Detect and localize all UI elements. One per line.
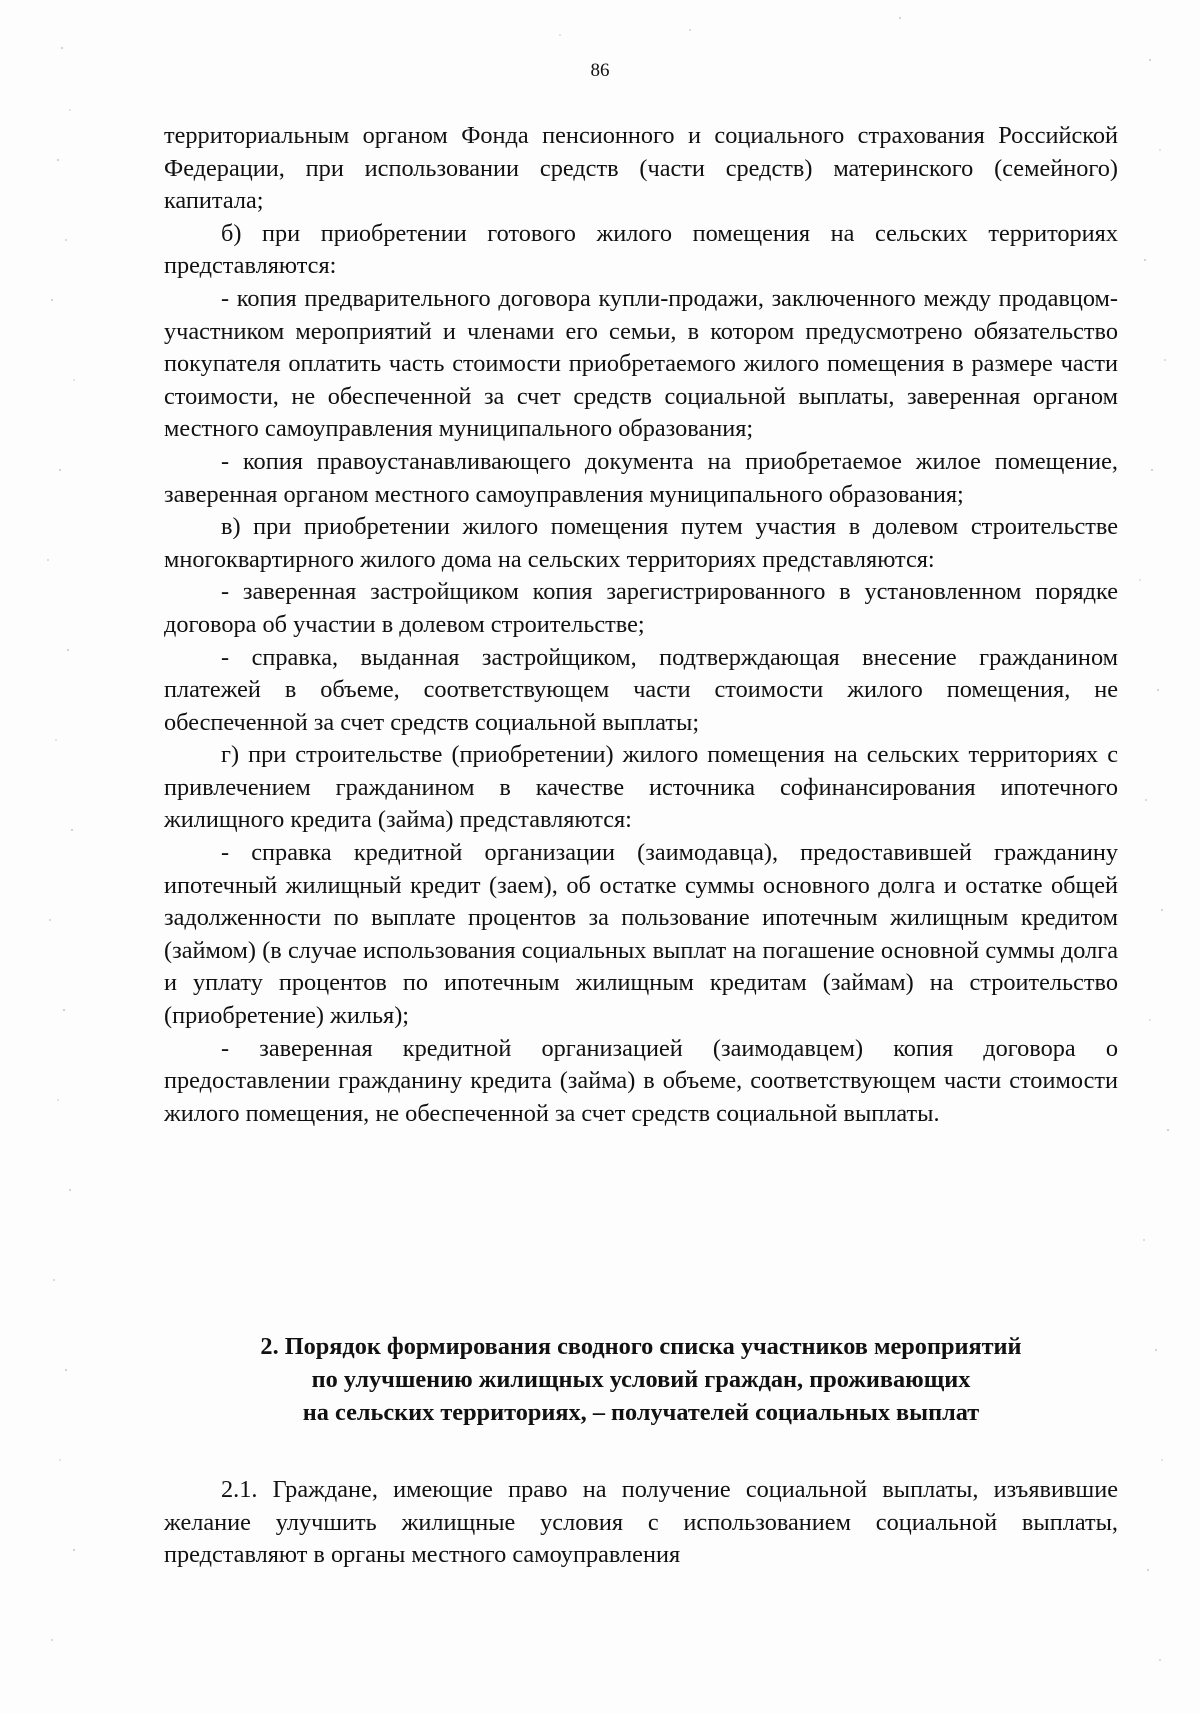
list-item: - справка кредитной организации (заимодавца), предоставившей гражданину ипотечный жилищный кредит (заем), об остатке суммы основного долга и остатке общей задолженности по выплате процентов за пользование ипотечным жилищным кредитом (займом) (в случае использования социальных выплат на погашение основной суммы долга и уплату процентов по ипотечным жилищным кредитам (займам) на строительство (приобретение) жилья);: [164, 839, 1118, 1030]
list-item: - копия правоустанавливающего документа на приобретаемое жилое помещение, заверенная органом местного самоуправления муниципального образования;: [164, 447, 1118, 508]
document-body: [164, 120, 1118, 1130]
paragraph: г) при строительстве (приобретении) жилого помещения на сельских территориях с привлечением гражданином в качестве источника софинансирования ипотечного жилищного кредита (займа) представляются:: [164, 741, 1118, 834]
page-number: 86: [590, 60, 610, 81]
section-body: [164, 1474, 1118, 1572]
section-heading-line: на сельских территориях, – получателей социальных выплат: [302, 1399, 980, 1426]
paragraph: в) при приобретении жилого помещения путем участия в долевом строительстве многоквартирного жилого дома на сельских территориях представляются:: [164, 513, 1118, 573]
paragraph: территориальным органом Фонда пенсионного и социального страхования Российской Федерации, при использовании средств (части средств) материнского (семейного) капитала;: [164, 122, 1118, 215]
section-heading-line: 2. Порядок формирования сводного списка участников мероприятий: [260, 1333, 1022, 1360]
paragraph: 2.1. Граждане, имеющие право на получение социальной выплаты, изъявившие желание улучшить жилищные условия с использованием социальной выплаты, представляют в органы местного самоуправления: [164, 1476, 1118, 1569]
section-heading: [164, 1330, 1118, 1429]
section-heading-line: по улучшению жилищных условий граждан, проживающих: [311, 1366, 971, 1393]
paragraph: б) при приобретении готового жилого помещения на сельских территориях представляются:: [164, 219, 1118, 280]
list-item: - справка, выданная застройщиком, подтверждающая внесение гражданином платежей в объеме, соответствующем части стоимости жилого помещения, не обеспеченной за счет средств социальной выплаты;: [164, 643, 1118, 736]
list-item: - заверенная застройщиком копия зарегистрированного в установленном порядке договора об участии в долевом строительстве;: [164, 578, 1118, 638]
list-item: - копия предварительного договора купли-продажи, заключенного между продавцом-участником мероприятий и членами его семьи, в котором предусмотрено обязательство покупателя оплатить часть стоимости приобретаемого жилого помещения в размере части стоимости, не обеспеченной за счет средств социальной выплаты, заверенная органом местного самоуправления муниципального образования;: [164, 284, 1118, 443]
list-item: - заверенная кредитной организацией (заимодавцем) копия договора о предоставлении гражданину кредита (займа) в объеме, соответствующем части стоимости жилого помещения, не обеспеченной за счет средств социальной выплаты.: [164, 1034, 1118, 1127]
